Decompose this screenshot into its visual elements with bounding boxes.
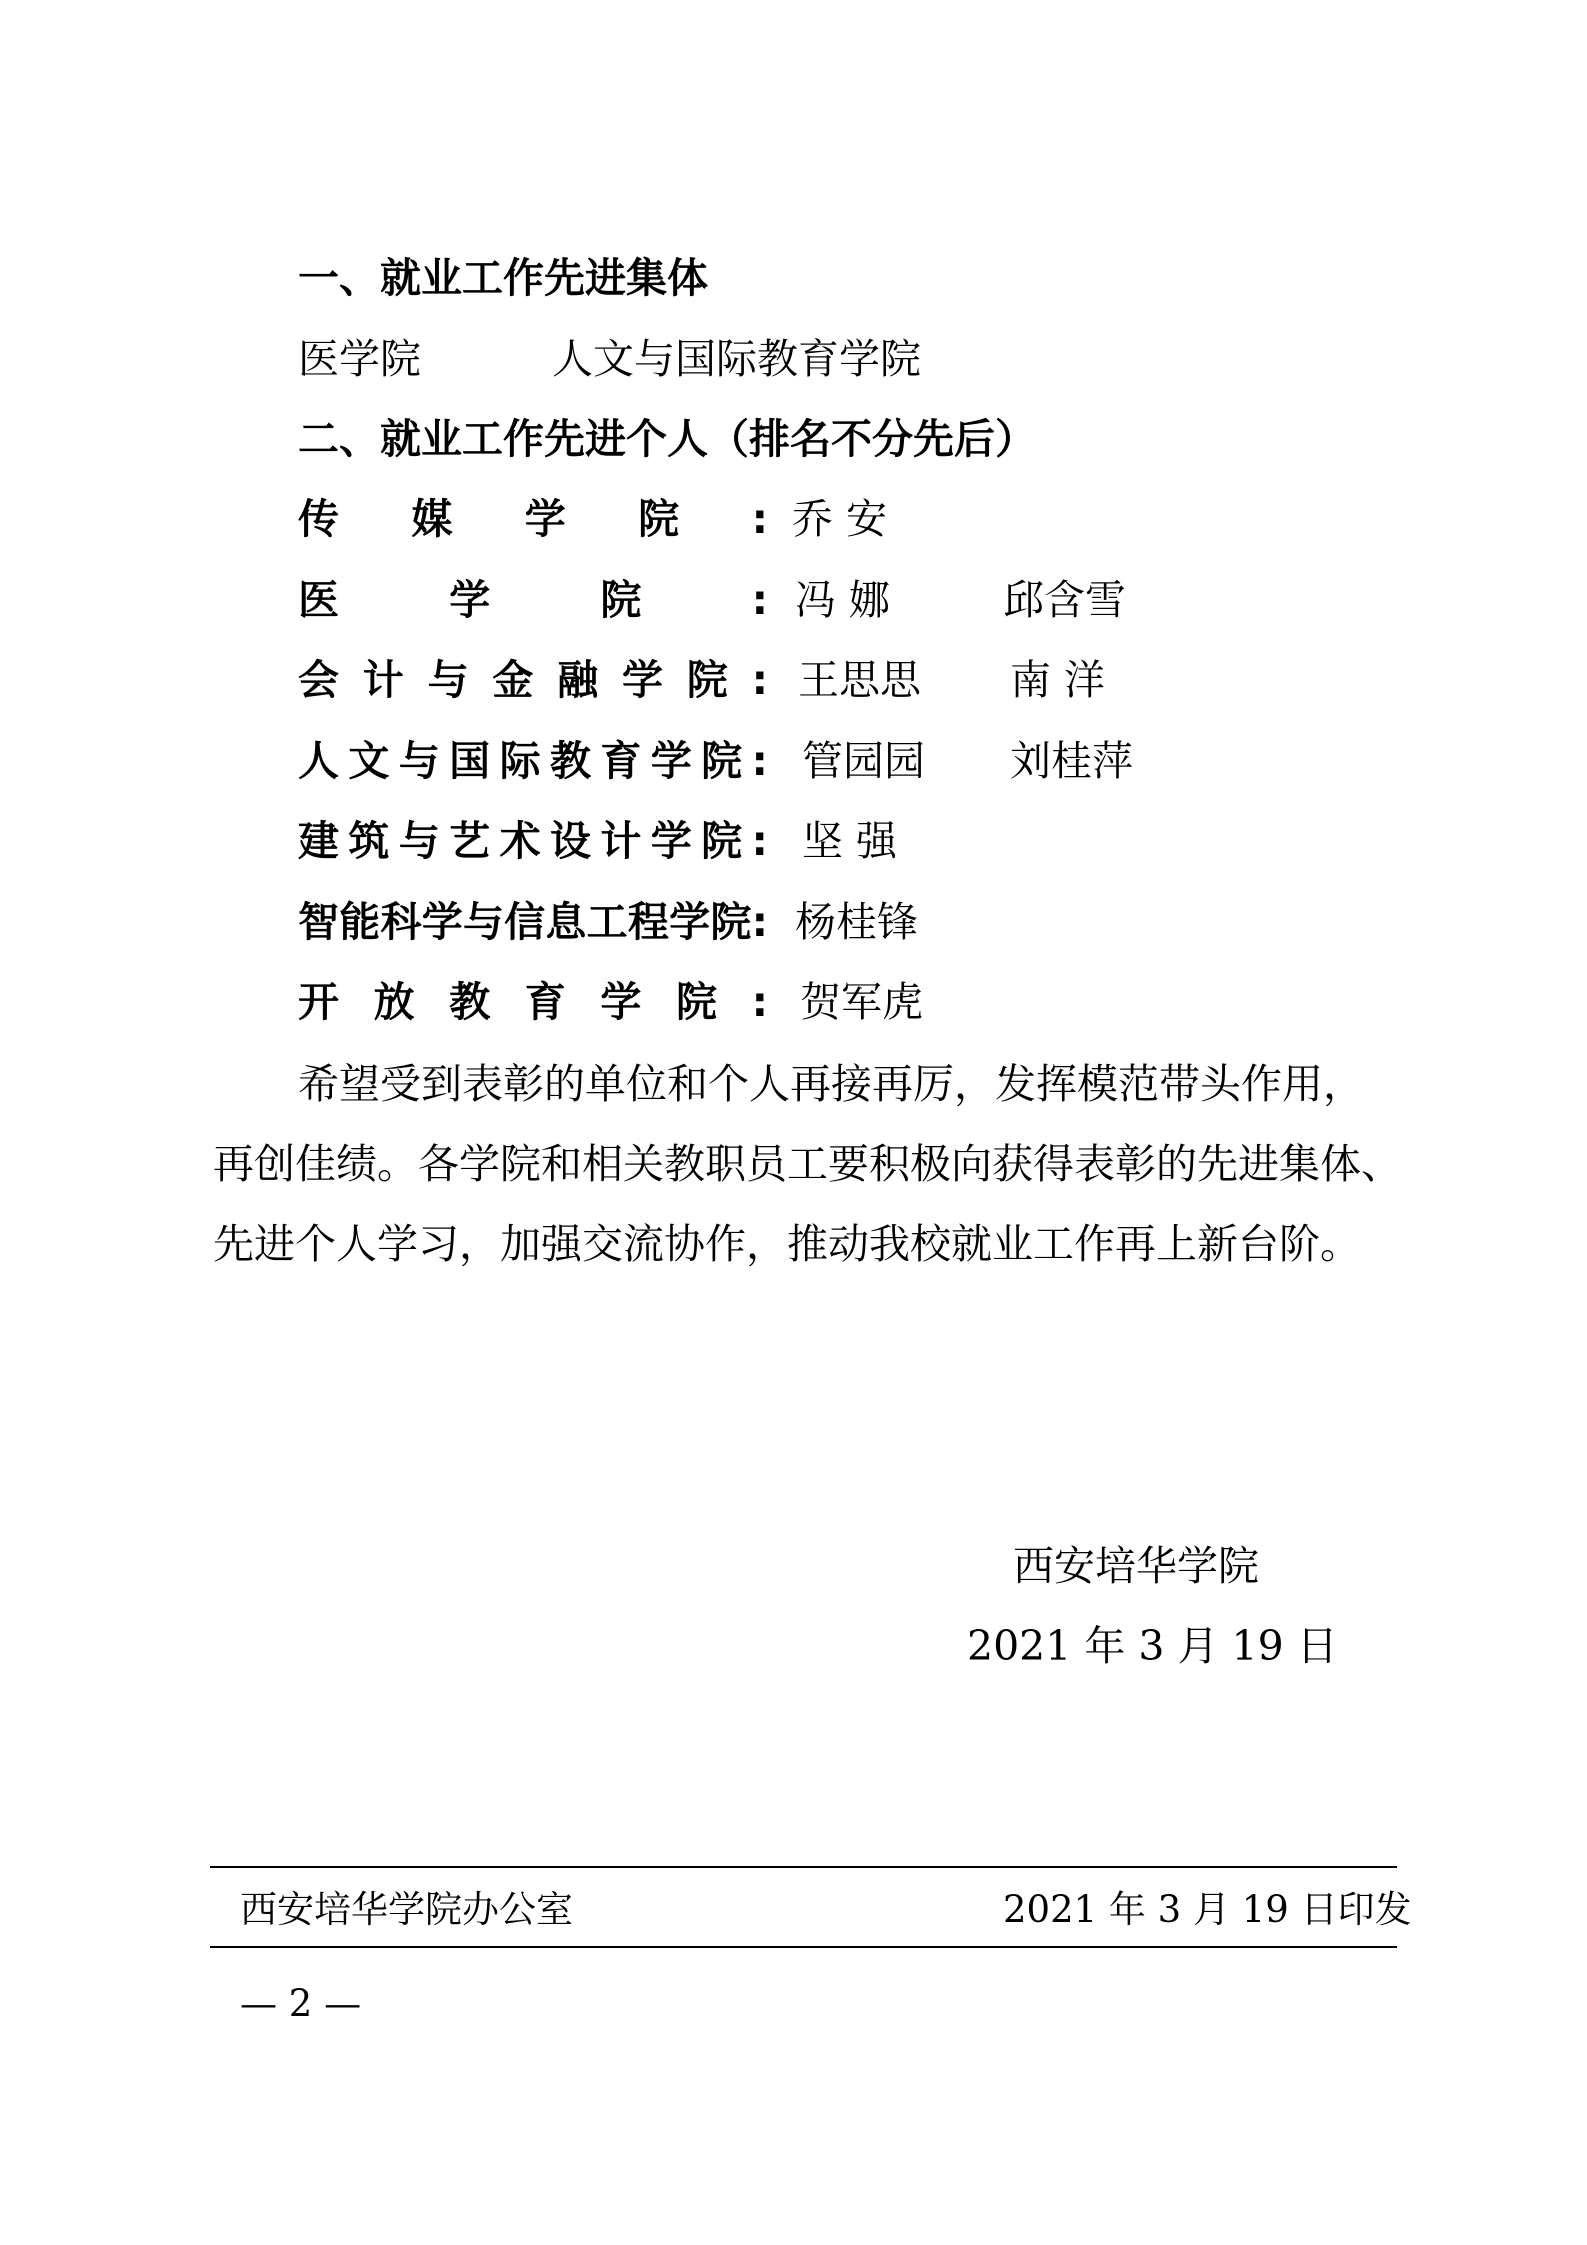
footer-top-rule xyxy=(210,1866,1397,1868)
label-char: 金 xyxy=(492,656,534,704)
label-char: 院 xyxy=(675,978,717,1026)
label-char: 育 xyxy=(600,737,642,785)
label-char: 学 xyxy=(650,817,692,865)
label-char: 术 xyxy=(499,817,541,865)
page-number: — 2 — xyxy=(240,1982,362,2025)
label-char: 放 xyxy=(373,978,415,1026)
label-char: : xyxy=(751,898,768,946)
label-char: : xyxy=(751,817,768,865)
label-char: 与 xyxy=(462,898,504,946)
honor-name: 冯 娜 xyxy=(795,576,891,624)
label-char: 学 xyxy=(621,656,663,704)
signature-date: 2021 年 3 月 19 日 xyxy=(967,1622,1338,1670)
closing-line-2: 再创佳绩。各学院和相关教职员工要积极向获得表彰的先进集体、 xyxy=(213,1140,1402,1188)
section2-heading: 二、就业工作先进个人（排名不分先后） xyxy=(298,415,1036,463)
label-char: 计 xyxy=(600,817,642,865)
honor-name: 邱含雪 xyxy=(1003,576,1126,624)
label-char: 息 xyxy=(545,898,587,946)
footer-issued-date: 2021 年 3 月 19 日印发 xyxy=(1003,1888,1412,1931)
label-char: 学 xyxy=(449,576,491,624)
honor-label-0 xyxy=(298,495,768,543)
honor-label-4 xyxy=(298,817,768,865)
signature-org: 西安培华学院 xyxy=(1013,1542,1259,1590)
label-char: 学 xyxy=(669,898,711,946)
label-char: 设 xyxy=(549,817,591,865)
label-char: : xyxy=(751,737,768,785)
label-char: 医 xyxy=(298,576,339,624)
label-char: 筑 xyxy=(348,817,390,865)
honor-name: 贺军虎 xyxy=(800,978,923,1026)
label-char: 计 xyxy=(362,656,404,704)
label-char: : xyxy=(751,978,768,1026)
label-char: 与 xyxy=(398,817,440,865)
label-char: : xyxy=(751,576,768,624)
label-char: 学 xyxy=(600,978,642,1026)
honor-name: 刘桂萍 xyxy=(1010,737,1133,785)
honor-name: 南 洋 xyxy=(1010,656,1106,704)
honor-name: 王思思 xyxy=(798,656,921,704)
label-char: 际 xyxy=(499,737,541,785)
label-char: 院 xyxy=(710,898,752,946)
closing-line-3: 先进个人学习，加强交流协作，推动我校就业工作再上新台阶。 xyxy=(213,1220,1361,1268)
label-char: 院 xyxy=(701,737,743,785)
honor-name: 杨桂锋 xyxy=(795,898,918,946)
honor-label-3 xyxy=(298,737,768,785)
closing-line-1: 希望受到表彰的单位和个人再接再厉，发挥模范带头作用， xyxy=(298,1060,1364,1108)
label-char: 艺 xyxy=(449,817,491,865)
label-char: 媒 xyxy=(411,495,453,543)
label-char: 与 xyxy=(427,656,469,704)
label-char: 育 xyxy=(524,978,566,1026)
honor-label-5 xyxy=(298,898,768,946)
label-char: 开 xyxy=(298,978,339,1026)
label-char: 传 xyxy=(298,495,339,543)
label-char: 院 xyxy=(701,817,743,865)
section1-heading: 一、就业工作先进集体 xyxy=(298,254,708,302)
label-char: 院 xyxy=(638,495,680,543)
footer-bottom-rule xyxy=(210,1946,1397,1948)
label-char: 会 xyxy=(298,656,339,704)
label-char: 融 xyxy=(557,656,599,704)
label-char: 教 xyxy=(449,978,491,1026)
label-char: 院 xyxy=(686,656,728,704)
label-char: 学 xyxy=(421,898,463,946)
honor-label-1 xyxy=(298,576,768,624)
unit-1: 医学院 xyxy=(298,335,421,383)
label-char: 程 xyxy=(627,898,669,946)
label-char: 人 xyxy=(298,737,339,785)
label-char: 院 xyxy=(600,576,642,624)
label-char: 建 xyxy=(298,817,339,865)
label-char: 科 xyxy=(380,898,422,946)
honor-name: 管园园 xyxy=(802,737,925,785)
unit-2: 人文与国际教育学院 xyxy=(552,335,921,383)
label-char: 教 xyxy=(549,737,591,785)
label-char: : xyxy=(751,495,768,543)
label-char: 国 xyxy=(449,737,491,785)
label-char: : xyxy=(751,656,768,704)
label-char: 与 xyxy=(398,737,440,785)
label-char: 能 xyxy=(339,898,381,946)
honor-name: 坚 强 xyxy=(802,817,898,865)
honor-label-6 xyxy=(298,978,768,1026)
label-char: 学 xyxy=(524,495,566,543)
label-char: 信 xyxy=(504,898,546,946)
honor-name: 乔 安 xyxy=(792,495,888,543)
label-char: 学 xyxy=(650,737,692,785)
honor-label-2 xyxy=(298,656,768,704)
label-char: 工 xyxy=(586,898,628,946)
label-char: 智 xyxy=(298,898,339,946)
footer-issuer: 西安培华学院办公室 xyxy=(240,1888,573,1931)
label-char: 文 xyxy=(348,737,390,785)
